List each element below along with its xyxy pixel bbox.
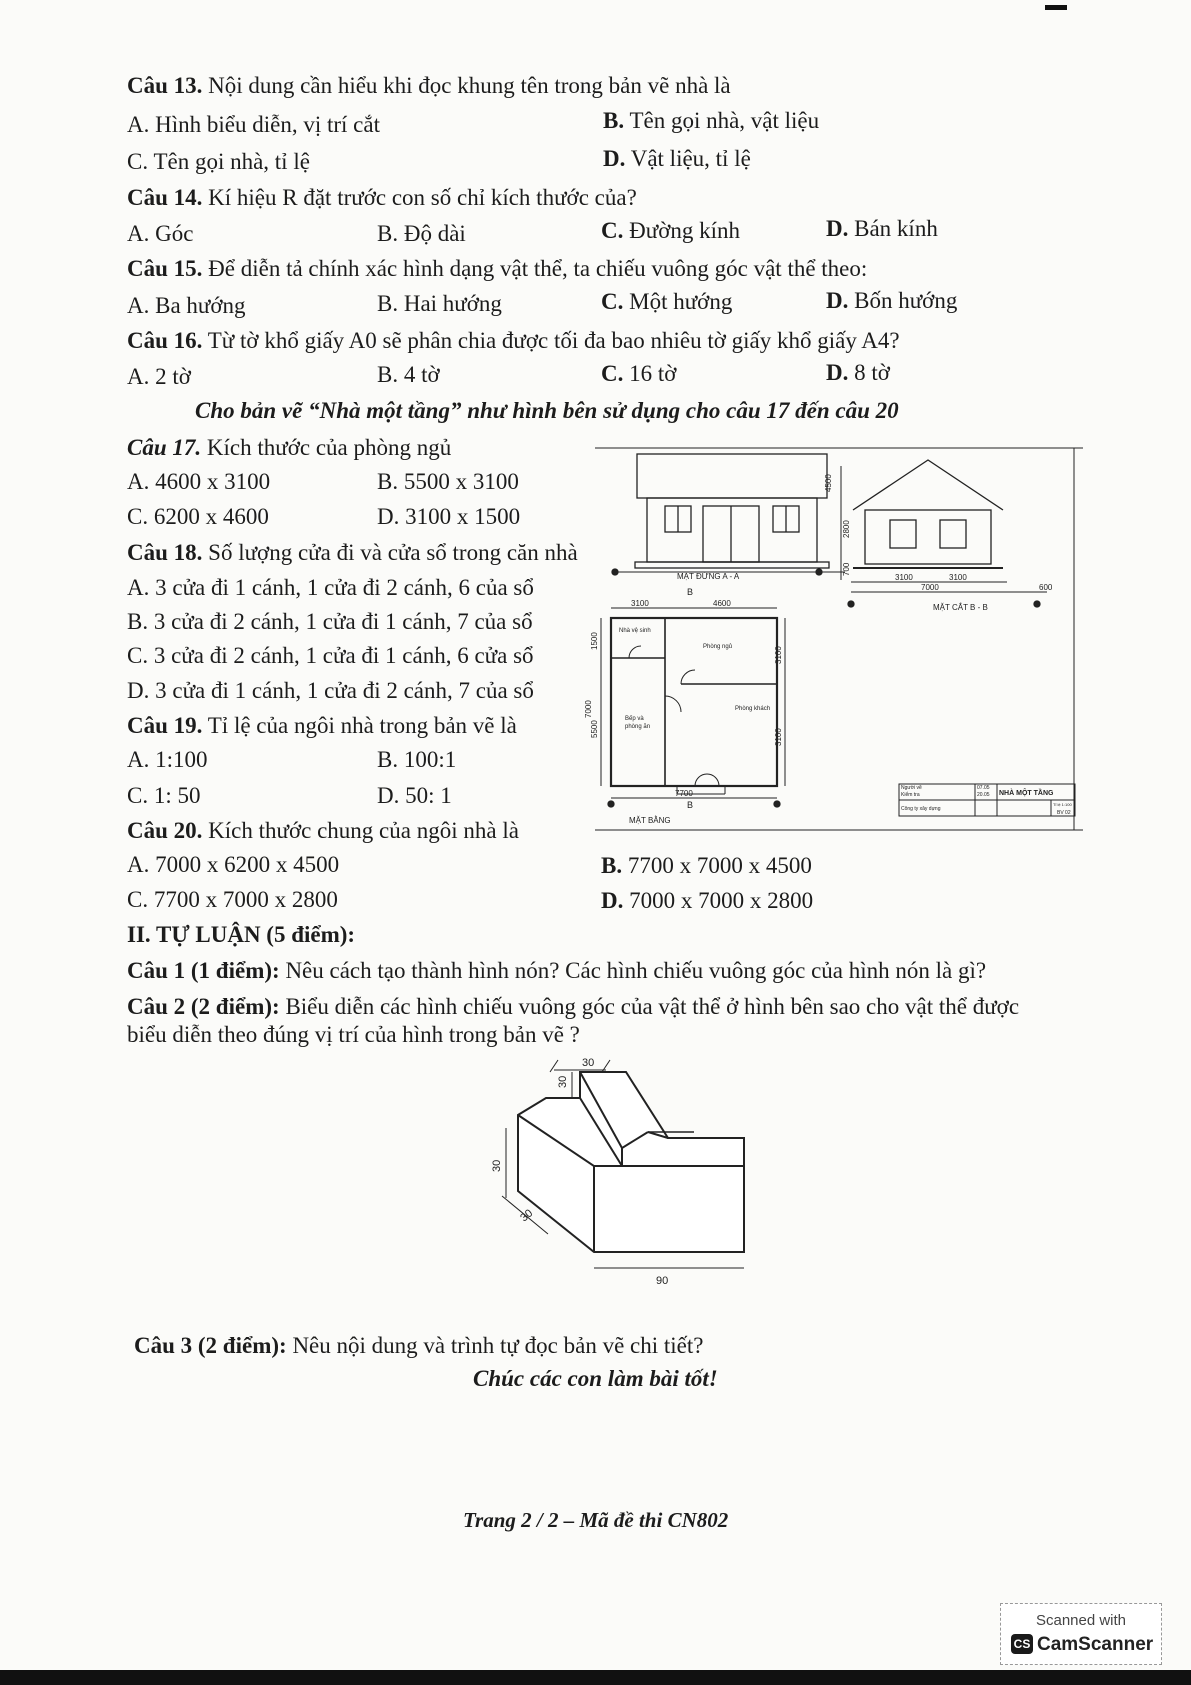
dim-plan-5500: 5500 [590,720,599,738]
question-13-stem: Câu 13. Nội dung cần hiểu khi đọc khung tên trong bản vẽ nhà là [127,73,731,98]
q14-option-a: A. Góc [127,221,194,246]
tb-checked: Kiểm tra [901,792,920,798]
elevation-view [612,454,845,581]
q16-option-c: C. 16 tờ [601,361,677,386]
section-marker-top: B [687,587,694,597]
q18-option-a: A. 3 cửa đi 1 cánh, 1 cửa đi 2 cánh, 6 của sổ [127,575,534,600]
q14-option-d: D. Bán kính [826,216,938,241]
dim-plan-right-3100b: 3100 [774,728,783,746]
essay-q2: Câu 2 (2 điểm): Biểu diễn các hình chiếu vuông góc của vật thể ở hình bên sao cho vật thể được [127,994,1020,1019]
q15-option-a: A. Ba hướng [127,293,246,318]
tb-company: Công ty xây dựng [901,806,941,812]
dim-plan-7000: 7000 [584,700,593,718]
question-17-stem: Câu 17. Kích thước của phòng ngủ [127,435,452,460]
essay-q1: Câu 1 (1 điểm): Nêu cách tạo thành hình nón? Các hình chiếu vuông góc của hình nón là gì? [127,958,987,983]
q16-option-b: B. 4 tờ [377,362,440,387]
tb-title: NHÀ MỘT TẦNG [999,790,1054,797]
scan-mark [1045,5,1067,10]
q15-option-d: D. Bốn hướng [826,288,958,313]
elevation-title: MẶT ĐỨNG A - A [677,572,740,581]
q19-option-a: A. 1:100 [127,747,208,772]
tb-date1: 07.05 [977,785,990,791]
section-marker-bottom: B [687,800,694,810]
q20-option-b: B. 7700 x 7000 x 4500 [601,853,812,878]
room-living-1: Phòng khách [735,706,771,712]
q13-option-d: D. Vật liệu, tỉ lệ [603,146,751,171]
camscanner-brand: CS CamScanner [1011,1634,1153,1656]
dim-plan-3100: 3100 [631,599,649,608]
room-wc: Nhà vệ sinh [619,628,651,634]
dim-section-7000: 7000 [921,583,939,592]
q13-option-a: A. Hình biểu diễn, vị trí cắt [127,112,380,137]
q18-option-d: D. 3 cửa đi 1 cánh, 1 cửa đi 2 cánh, 7 của sổ [127,678,534,703]
q14-option-b: B. Độ dài [377,221,466,246]
q19-option-b: B. 100:1 [377,747,457,772]
question-14-stem: Câu 14. Kí hiệu R đặt trước con số chỉ kích thước của? [127,185,637,210]
plan-title: MẶT BẰNG [629,816,671,825]
closing-message: Chúc các con làm bài tốt! [473,1366,718,1391]
dim-block-step: 30 [557,1075,569,1088]
essay-q3: Câu 3 (2 điểm): Nêu nội dung và trình tự đọc bản vẽ chi tiết? [134,1333,704,1358]
tb-drawn: Người vẽ [901,785,922,791]
room-bedroom: Phòng ngủ [703,644,733,650]
room-kitchen-2: phòng ăn [625,724,651,730]
q17-option-b: B. 5500 x 3100 [377,469,519,494]
q19-option-d: D. 50: 1 [377,783,452,808]
question-16-stem: Câu 16. Từ tờ khổ giấy A0 sẽ phân chia được tối đa bao nhiêu tờ giấy khổ giấy A4? [127,328,900,353]
essay-q2-line2: biểu diễn theo đúng vị trí của hình trong bản vẽ ? [127,1022,580,1047]
dim-block-bottom: 90 [656,1275,669,1287]
intro-q17-20: Cho bản vẽ “Nhà một tầng” như hình bên sử dụng cho câu 17 đến câu 20 [195,398,899,423]
question-19-stem: Câu 19. Tỉ lệ của ngôi nhà trong bản vẽ là [127,713,517,738]
section-2-heading: II. TỰ LUẬN (5 điểm): [127,922,356,947]
q16-option-a: A. 2 tờ [127,364,191,389]
dim-elev-700: 700 [842,562,851,576]
dim-block-left: 30 [491,1159,503,1172]
dim-plan-right-3100a: 3100 [774,646,783,664]
section-title: MẶT CẮT B - B [933,603,988,612]
scanned-with-label: Scanned with [1035,1612,1127,1629]
dim-section-3100a: 3100 [895,573,913,582]
q18-option-c: C. 3 cửa đi 2 cánh, 1 cửa đi 1 cánh, 6 cửa sổ [127,643,534,668]
q13-option-c: C. Tên gọi nhà, tỉ lệ [127,149,310,174]
dim-section-3100b: 3100 [949,573,967,582]
house-drawing [584,446,1083,832]
q15-option-c: C. Một hướng [601,289,733,314]
question-20-stem: Câu 20. Kích thước chung của ngôi nhà là [127,818,519,843]
q15-option-b: B. Hai hướng [377,291,502,316]
scan-bottom-edge [0,1670,1191,1685]
dim-plan-4600: 4600 [713,599,731,608]
tb-date2: 20.05 [977,792,990,798]
section-view [824,460,1053,612]
dim-elev-4500: 4500 [824,474,833,492]
q17-option-a: A. 4600 x 3100 [127,469,271,494]
q18-option-b: B. 3 cửa đi 2 cánh, 1 cửa đi 1 cánh, 7 của sổ [127,609,533,634]
tb-scale: Tỉ lệ 1:100 [1053,802,1072,807]
title-block [899,448,1075,830]
room-kitchen-1: Bếp và [625,716,644,722]
stepped-block-drawing [491,1057,750,1306]
dim-plan-1500: 1500 [590,632,599,650]
question-15-stem: Câu 15. Để diễn tả chính xác hình dạng vật thể, ta chiếu vuông góc vật thể theo: [127,256,868,281]
camscanner-watermark [1000,1603,1162,1665]
tb-sheet: BV 02 [1057,810,1071,816]
q17-option-c: C. 6200 x 4600 [127,504,269,529]
q20-option-c: C. 7700 x 7000 x 2800 [127,887,338,912]
dim-elev-2800: 2800 [842,520,851,538]
page-footer: Trang 2 / 2 – Mã đề thi CN802 [463,1508,729,1532]
dim-plan-7700: 7700 [675,789,693,798]
q17-option-d: D. 3100 x 1500 [377,504,521,529]
q20-option-a: A. 7000 x 6200 x 4500 [127,852,340,877]
camscanner-logo-icon: CS [1011,1634,1033,1654]
q20-option-d: D. 7000 x 7000 x 2800 [601,888,814,913]
dim-section-600: 600 [1039,583,1053,592]
q16-option-d: D. 8 tờ [826,360,890,385]
dim-block-depth: 30 [518,1207,536,1225]
question-18-stem: Câu 18. Số lượng cửa đi và cửa sổ trong căn nhà [127,540,578,565]
q19-option-c: C. 1: 50 [127,783,201,808]
dim-block-top: 30 [582,1057,595,1069]
q14-option-c: C. Đường kính [601,218,741,243]
q13-option-b: B. Tên gọi nhà, vật liệu [603,108,820,133]
